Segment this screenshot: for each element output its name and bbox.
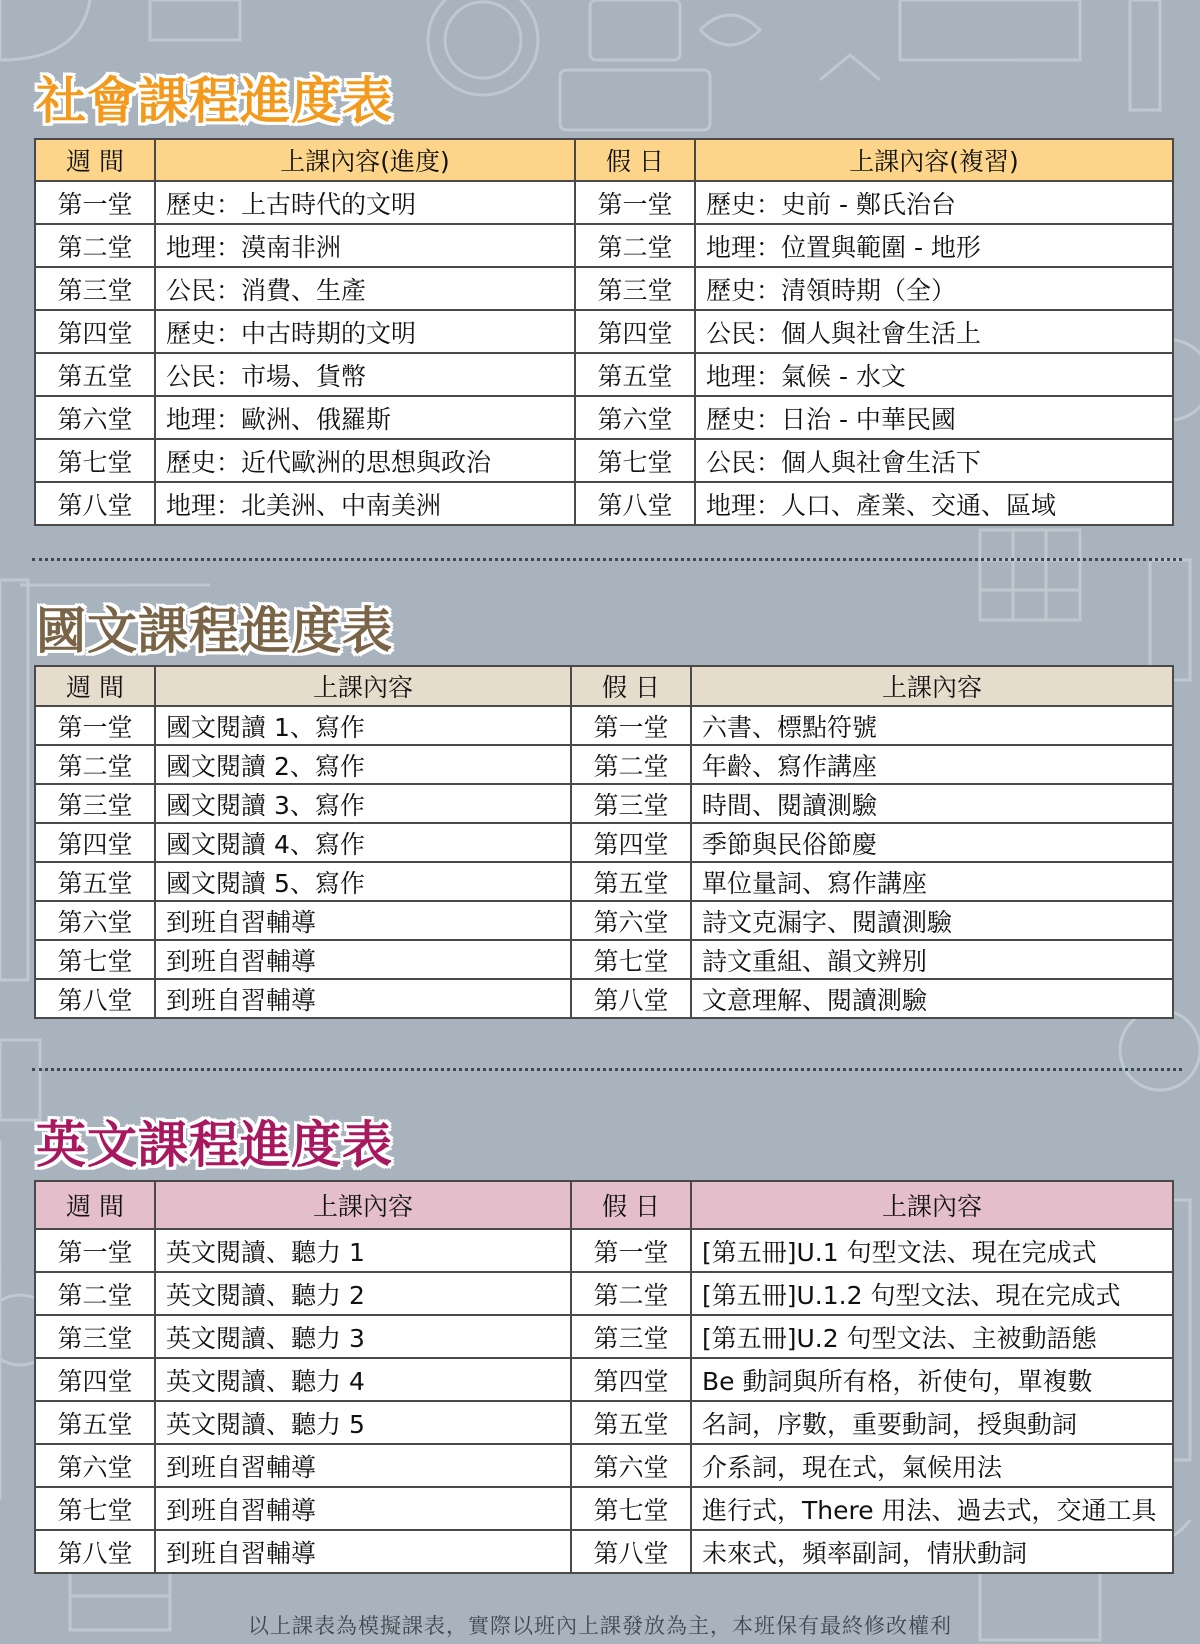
holiday-cell: 第二堂 — [571, 745, 691, 784]
table-row — [35, 1315, 1173, 1358]
holiday-cell: 第二堂 — [571, 1272, 691, 1315]
week-cell: 第七堂 — [35, 439, 155, 482]
table-row — [35, 862, 1173, 901]
holiday-cell: 第六堂 — [571, 901, 691, 940]
review-cell: 歷史：清領時期（全） — [695, 267, 1173, 310]
social-schedule-table — [34, 138, 1174, 526]
holiday-cell: 第七堂 — [571, 940, 691, 979]
review-cell: [第五冊]U.1 句型文法、現在完成式 — [691, 1229, 1173, 1272]
holiday-cell: 第一堂 — [571, 706, 691, 745]
table-row — [35, 784, 1173, 823]
table-row — [35, 901, 1173, 940]
review-cell: 單位量詞、寫作講座 — [691, 862, 1173, 901]
table-row — [35, 1444, 1173, 1487]
english-schedule-table — [34, 1180, 1174, 1574]
review-cell: 地理：人口、產業、交通、區域 — [695, 482, 1173, 525]
content-cell: 地理：北美洲、中南美洲 — [155, 482, 575, 525]
content-cell: 到班自習輔導 — [155, 1444, 571, 1487]
header-week: 週 間 — [35, 666, 155, 706]
header-week: 週 間 — [35, 1181, 155, 1229]
content-cell: 到班自習輔導 — [155, 1487, 571, 1530]
table-row — [35, 1530, 1173, 1573]
table-header-row — [35, 139, 1173, 181]
content-cell: 公民：市場、貨幣 — [155, 353, 575, 396]
table-row — [35, 706, 1173, 745]
review-cell: 進行式，There 用法、過去式，交通工具 — [691, 1487, 1173, 1530]
header-review: 上課內容(複習) — [695, 139, 1173, 181]
week-cell: 第五堂 — [35, 353, 155, 396]
week-cell: 第四堂 — [35, 1358, 155, 1401]
week-cell: 第六堂 — [35, 1444, 155, 1487]
holiday-cell: 第一堂 — [571, 1229, 691, 1272]
review-cell: 季節與民俗節慶 — [691, 823, 1173, 862]
content-cell: 到班自習輔導 — [155, 940, 571, 979]
content-cell: 到班自習輔導 — [155, 901, 571, 940]
week-cell: 第四堂 — [35, 310, 155, 353]
review-cell: 公民：個人與社會生活上 — [695, 310, 1173, 353]
review-cell: 文意理解、閱讀測驗 — [691, 979, 1173, 1018]
holiday-cell: 第八堂 — [571, 979, 691, 1018]
section-divider — [32, 558, 1182, 561]
week-cell: 第二堂 — [35, 745, 155, 784]
content-cell: 地理：漠南非洲 — [155, 224, 575, 267]
week-cell: 第五堂 — [35, 1401, 155, 1444]
week-cell: 第三堂 — [35, 784, 155, 823]
holiday-cell: 第七堂 — [571, 1487, 691, 1530]
week-cell: 第三堂 — [35, 267, 155, 310]
week-cell: 第一堂 — [35, 706, 155, 745]
week-cell: 第八堂 — [35, 979, 155, 1018]
content-cell: 地理：歐洲、俄羅斯 — [155, 396, 575, 439]
section-divider — [32, 1068, 1182, 1071]
week-cell: 第一堂 — [35, 1229, 155, 1272]
week-cell: 第七堂 — [35, 1487, 155, 1530]
social-section-title: 社會課程進度表 — [36, 72, 393, 130]
chinese-section-title: 國文課程進度表 — [36, 602, 393, 660]
week-cell: 第八堂 — [35, 1530, 155, 1573]
table-row — [35, 823, 1173, 862]
holiday-cell: 第四堂 — [571, 823, 691, 862]
content-cell: 國文閱讀 5、寫作 — [155, 862, 571, 901]
header-holiday: 假 日 — [571, 1181, 691, 1229]
review-cell: 詩文重組、韻文辨別 — [691, 940, 1173, 979]
content-cell: 英文閱讀、聽力 3 — [155, 1315, 571, 1358]
review-cell: Be 動詞與所有格，祈使句，單複數 — [691, 1358, 1173, 1401]
review-cell: 年齡、寫作講座 — [691, 745, 1173, 784]
content-cell: 公民：消費、生產 — [155, 267, 575, 310]
header-content: 上課內容 — [155, 666, 571, 706]
table-row — [35, 267, 1173, 310]
table-row — [35, 482, 1173, 525]
review-cell: 地理：位置與範圍 - 地形 — [695, 224, 1173, 267]
english-section-title: 英文課程進度表 — [36, 1116, 393, 1174]
table-row — [35, 940, 1173, 979]
table-row — [35, 1401, 1173, 1444]
content-cell: 英文閱讀、聽力 4 — [155, 1358, 571, 1401]
header-holiday: 假 日 — [575, 139, 695, 181]
week-cell: 第六堂 — [35, 396, 155, 439]
holiday-cell: 第二堂 — [575, 224, 695, 267]
review-cell: [第五冊]U.1.2 句型文法、現在完成式 — [691, 1272, 1173, 1315]
review-cell: 名詞，序數，重要動詞，授與動詞 — [691, 1401, 1173, 1444]
review-cell: 歷史：史前 - 鄭氏治台 — [695, 181, 1173, 224]
table-row — [35, 1229, 1173, 1272]
holiday-cell: 第五堂 — [571, 1401, 691, 1444]
holiday-cell: 第四堂 — [571, 1358, 691, 1401]
review-cell: 詩文克漏字、閱讀測驗 — [691, 901, 1173, 940]
content-cell: 到班自習輔導 — [155, 1530, 571, 1573]
content-cell: 國文閱讀 4、寫作 — [155, 823, 571, 862]
header-week: 週 間 — [35, 139, 155, 181]
header-content: 上課內容(進度) — [155, 139, 575, 181]
table-row — [35, 745, 1173, 784]
holiday-cell: 第四堂 — [575, 310, 695, 353]
table-row — [35, 979, 1173, 1018]
review-cell: 未來式，頻率副詞，情狀動詞 — [691, 1530, 1173, 1573]
table-row — [35, 224, 1173, 267]
week-cell: 第四堂 — [35, 823, 155, 862]
content-cell: 歷史：近代歐洲的思想與政治 — [155, 439, 575, 482]
header-holiday: 假 日 — [571, 666, 691, 706]
content-cell: 歷史：中古時期的文明 — [155, 310, 575, 353]
header-review: 上課內容 — [691, 666, 1173, 706]
week-cell: 第七堂 — [35, 940, 155, 979]
table-row — [35, 1358, 1173, 1401]
holiday-cell: 第六堂 — [571, 1444, 691, 1487]
content-cell: 國文閱讀 1、寫作 — [155, 706, 571, 745]
table-row — [35, 1487, 1173, 1530]
holiday-cell: 第七堂 — [575, 439, 695, 482]
holiday-cell: 第八堂 — [571, 1530, 691, 1573]
review-cell: [第五冊]U.2 句型文法、主被動語態 — [691, 1315, 1173, 1358]
footer-disclaimer: 以上課表為模擬課表，實際以班內上課發放為主，本班保有最終修改權利 — [248, 1614, 952, 1638]
content-cell: 國文閱讀 2、寫作 — [155, 745, 571, 784]
week-cell: 第八堂 — [35, 482, 155, 525]
holiday-cell: 第三堂 — [575, 267, 695, 310]
review-cell: 公民：個人與社會生活下 — [695, 439, 1173, 482]
week-cell: 第三堂 — [35, 1315, 155, 1358]
table-header-row — [35, 1181, 1173, 1229]
content-cell: 國文閱讀 3、寫作 — [155, 784, 571, 823]
holiday-cell: 第一堂 — [575, 181, 695, 224]
table-header-row — [35, 666, 1173, 706]
week-cell: 第六堂 — [35, 901, 155, 940]
content-cell: 英文閱讀、聽力 5 — [155, 1401, 571, 1444]
content-cell: 歷史：上古時代的文明 — [155, 181, 575, 224]
review-cell: 六書、標點符號 — [691, 706, 1173, 745]
week-cell: 第五堂 — [35, 862, 155, 901]
holiday-cell: 第五堂 — [575, 353, 695, 396]
table-row — [35, 1272, 1173, 1315]
table-row — [35, 396, 1173, 439]
holiday-cell: 第六堂 — [575, 396, 695, 439]
header-content: 上課內容 — [155, 1181, 571, 1229]
chinese-schedule-table — [34, 665, 1174, 1019]
holiday-cell: 第三堂 — [571, 784, 691, 823]
table-row — [35, 181, 1173, 224]
content-cell: 英文閱讀、聽力 1 — [155, 1229, 571, 1272]
week-cell: 第一堂 — [35, 181, 155, 224]
header-review: 上課內容 — [691, 1181, 1173, 1229]
review-cell: 介系詞，現在式，氣候用法 — [691, 1444, 1173, 1487]
content-cell: 英文閱讀、聽力 2 — [155, 1272, 571, 1315]
review-cell: 地理：氣候 - 水文 — [695, 353, 1173, 396]
holiday-cell: 第三堂 — [571, 1315, 691, 1358]
week-cell: 第二堂 — [35, 1272, 155, 1315]
review-cell: 時間、閱讀測驗 — [691, 784, 1173, 823]
table-row — [35, 310, 1173, 353]
review-cell: 歷史：日治 - 中華民國 — [695, 396, 1173, 439]
holiday-cell: 第八堂 — [575, 482, 695, 525]
week-cell: 第二堂 — [35, 224, 155, 267]
table-row — [35, 439, 1173, 482]
holiday-cell: 第五堂 — [571, 862, 691, 901]
content-cell: 到班自習輔導 — [155, 979, 571, 1018]
table-row — [35, 353, 1173, 396]
